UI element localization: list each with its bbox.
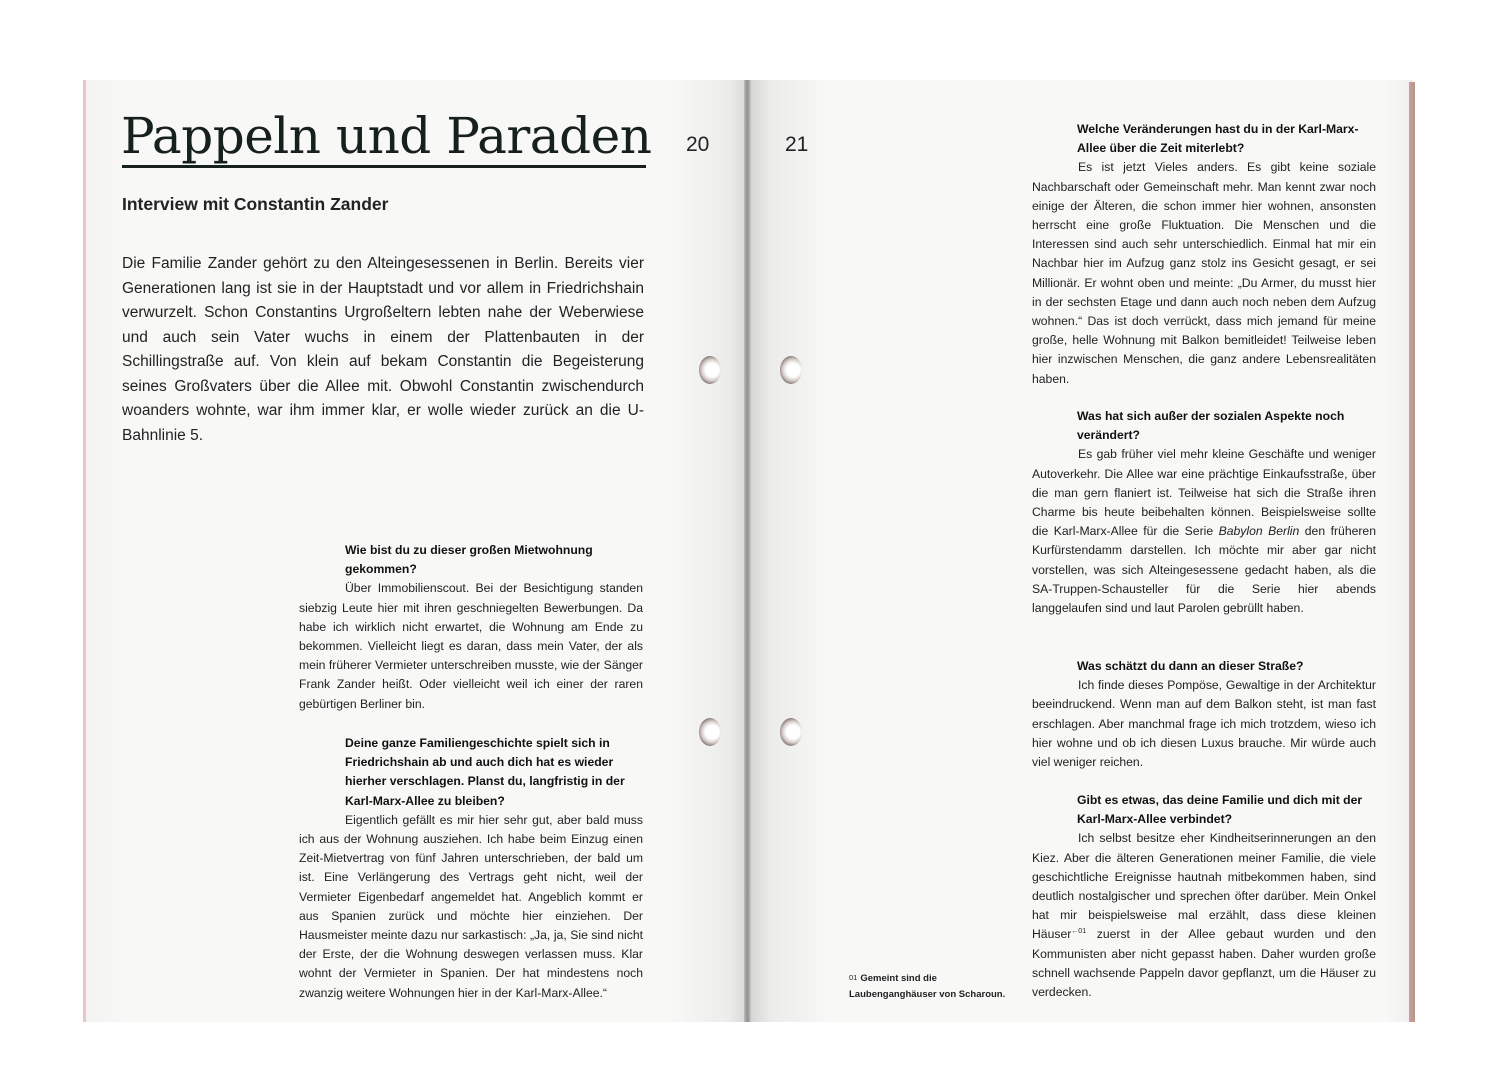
footnote-reference: ←01 [1071, 928, 1087, 936]
answer-text: Ich selbst besitze eher Kindheitserinnerungen an den Kiez. Aber die älteren Generationen meiner Familie, die viele geschichtliche Ereignisse hautnah mitbekommen haben, sind deutlich nostalgischer und sprechen öfter darüber. Mein Onkel hat mir beispielsweise mal erzählt, dass diese kleinen Häuser [1032, 831, 1376, 942]
interview-question: Was schätzt du dann an dieser Straße? [1077, 659, 1304, 673]
qa-block [299, 734, 643, 1003]
answer-text: Es gab früher viel mehr kleine Geschäfte und weniger Autoverkehr. Die Allee war eine prächtige Einkaufsstraße, über die man gern flaniert ist. Teilweise hat sich die Straße ihren Charme bis heute beibehalten können. Beispielsweise sollte die Karl-Marx-Allee für die Serie [1032, 447, 1376, 539]
cover-edge [1409, 82, 1415, 1022]
title-underline [122, 165, 646, 168]
punch-hole [699, 356, 721, 384]
series-title: Babylon Berlin [1218, 524, 1300, 539]
punch-hole [780, 356, 802, 384]
interview-answer: Es ist jetzt Vieles anders. Es gibt keine soziale Nachbarschaft oder Gemeinschaft mehr. Man kennt zwar noch einige der Älteren, die schon immer hier wohnen, ansonsten herrscht eine große Fluktuation. Die Menschen und die Interessen sind auch sehr unterschiedlich. Einmal hat mir ein Nachbar hier im Aufzug ganz stolz ins Gesicht gesagt, er sei Millionär. Er wohnt oben und meinte: „Du Armer, du musst hier in der sechsten Etage und dann auch noch neben dem Aufzug wohnen.“ Das ist doch verrückt, dass mich jemand für meine große, helle Wohnung mit Balkon bemitleidet! Teilweise leben hier inzwischen Menschen, die ganz andere Lebensrealitäten haben. [1032, 160, 1376, 386]
interview-answer: Eigentlich gefällt es mir hier sehr gut, aber bald muss ich aus der Wohnung ausziehen. Ich habe beim Einzug einen Zeit-Mietvertrag von fünf Jahren unterschrieben, der bald um ist. Eine Verlängerung des Vertrags geht nicht, weil der Vermieter Eigenbedarf angemeldet hat. Angeblich kommt er aus Spanien zurück und möchte hier einziehen. Der Hausmeister meinte dazu nur sarkastisch: „Ja, ja, Sie sind nicht der Erste, der die Wohnung deswegen verlassen muss. Klar wohnt der Vermieter in Spanien. Der hat mindestens noch zwanzig weitere Wohnungen hier in der Karl-Marx-Allee.“ [299, 812, 643, 1000]
punch-hole [699, 718, 721, 746]
interview-question: Wie bist du zu dieser großen Mietwohnung gekommen? [345, 543, 593, 577]
qa-block [1032, 407, 1376, 618]
interview-answer: Über Immobilienscout. Bei der Besichtigung standen siebzig Leute hier mit ihren geschniegelten Bewerbungen. Da habe ich wirklich nicht erwartet, die Wohnung am Ende zu bekommen. Vielleicht liegt es daran, dass mein Vater, der als mein früherer Vermieter unterschreiben musste, wie der Sänger Frank Zander heißt. Oder vielleicht weil ich einer der raren gebürtigen Berliner bin. [299, 581, 643, 711]
subtitle: Interview mit Constantin Zander [122, 194, 389, 214]
answer-text: zuerst in der Allee gebaut wurden und den Kommunisten aber nicht gepasst haben. Daher wurden große schnell wachsende Pappeln davor gepflanzt, um die Häuser zu verdecken. [1032, 927, 1376, 1000]
qa-block [1032, 791, 1376, 1002]
qa-block [1032, 120, 1376, 389]
interview-answer [1032, 829, 1376, 1002]
footnote-text: Gemeint sind die Laubenganghäuser von Scharoun. [849, 973, 1006, 1000]
footnote-number: 01 [849, 973, 858, 982]
interview-question: Welche Veränderungen hast du in der Karl-Marx-Allee über die Zeit miterlebt? [1077, 122, 1359, 156]
qa-block [299, 541, 643, 714]
answer-text: den früheren Kurfürstendamm darstellen. Ich möchte mir aber gar nicht vorstellen, was sich Alteingesessene gedacht haben, als die SA-Truppen-Schausteller für die Serie hier abends langgelaufen sind und laut Parolen gebrüllt haben. [1032, 524, 1376, 616]
footnote [849, 970, 1009, 1002]
interview-answer: Ich finde dieses Pompöse, Gewaltige in der Architektur beeindruckend. Wenn man auf dem Balkon steht, ist man fast erschlagen. Aber manchmal frage ich mich trotzdem, wieso ich hier wohne und ob ich diesen Luxus brauche. Mir würde auch viel weniger reichen. [1032, 678, 1376, 770]
punch-hole [780, 718, 802, 746]
interview-question: Deine ganze Familiengeschichte spielt sich in Friedrichshain ab und auch dich hat es wieder hierher verschlagen. Planst du, langfristig in der Karl-Marx-Allee zu bleiben? [345, 736, 625, 808]
page-number-right: 21 [785, 133, 809, 156]
page-gutter [744, 80, 751, 1022]
interview-question: Was hat sich außer der sozialen Aspekte noch verändert? [1077, 409, 1345, 443]
interview-answer [1032, 445, 1376, 618]
qa-block [1032, 657, 1376, 772]
interview-question: Gibt es etwas, das deine Familie und dich mit der Karl-Marx-Allee verbindet? [1077, 793, 1363, 827]
page-number-left: 20 [686, 133, 710, 156]
intro-paragraph: Die Familie Zander gehört zu den Alteingesessenen in Berlin. Bereits vier Generationen lang ist sie in der Hauptstadt und vor allem in Friedrichshain verwurzelt. Schon Constantins Urgroßeltern lebten nahe der Weberwiese und auch sein Vater wuchs in einem der Plattenbauten in der Schillingstraße auf. Von klein auf bekam Constantin die Begeisterung seines Großvaters über die Allee mit. Obwohl Constantin zwischendurch woanders wohnte, war ihm immer klar, er wolle wieder zurück an die U-Bahnlinie 5. [122, 255, 644, 444]
page-title: Pappeln und Paraden [121, 107, 652, 165]
